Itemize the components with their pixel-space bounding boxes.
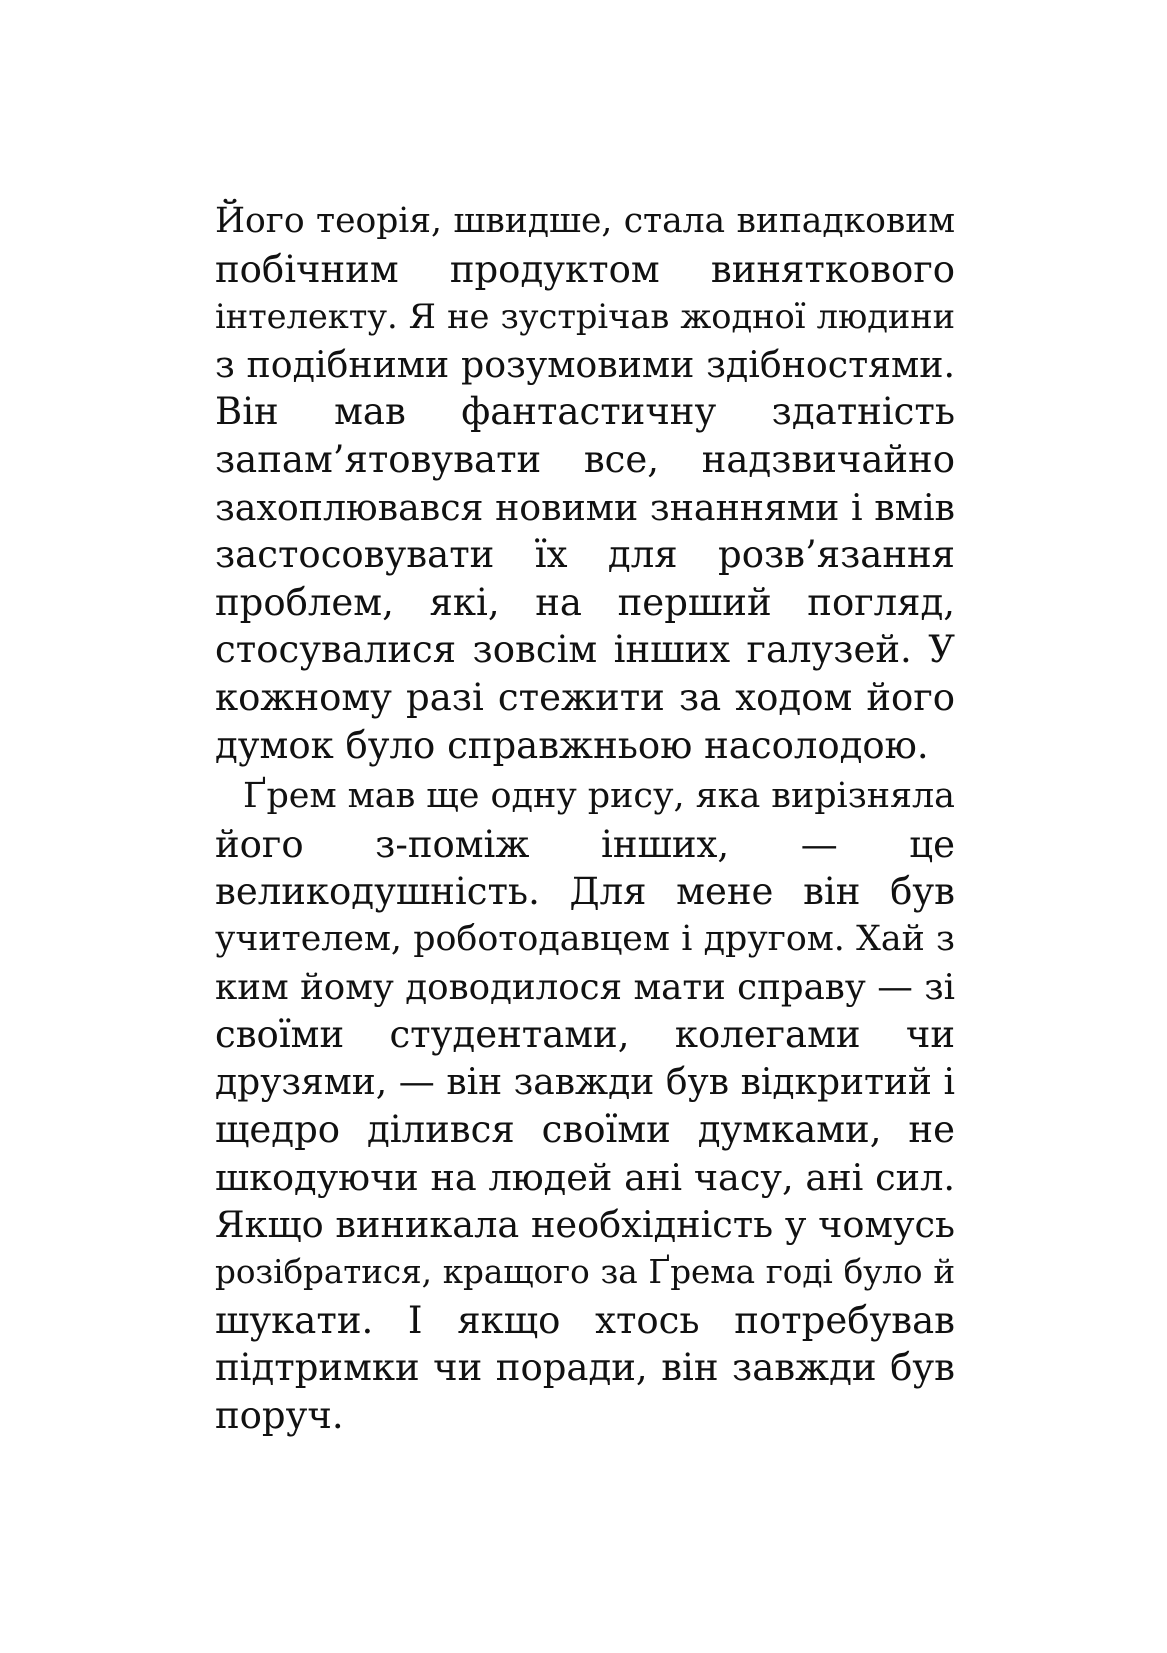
text-line: з подібними розумовими здібностями. bbox=[215, 342, 955, 386]
text-line: застосовувати їх для розв’язання bbox=[215, 533, 955, 577]
text-line: запам’ятовувати все, надзвичайно bbox=[215, 437, 955, 481]
text-line: друзями, — він завжди був відкритий і bbox=[215, 1061, 955, 1103]
body-text bbox=[215, 198, 955, 1439]
text-line: кожному разі стежити за ходом його bbox=[215, 675, 955, 719]
text-line: його з-поміж інших, — це bbox=[215, 822, 955, 866]
text-line: проблем, які, на перший погляд, bbox=[215, 580, 955, 624]
text-line: поруч. bbox=[215, 1393, 344, 1437]
paragraph-2 bbox=[215, 773, 955, 1439]
text-line: Якщо виникала необхідність у чомусь bbox=[215, 1203, 955, 1247]
text-line: розібратися, кращого за Ґрема годі було й bbox=[215, 1253, 955, 1292]
text-line: шукати. І якщо хтось потребував bbox=[215, 1298, 955, 1342]
text-line: думок було справжньою насолодою. bbox=[215, 723, 929, 767]
text-line: стосувалися зовсім інших галузей. У bbox=[215, 628, 955, 672]
text-line: захоплювався новими знаннями і вмів bbox=[215, 485, 955, 529]
text-line: інтелекту. Я не зустрічав жодної людини bbox=[215, 297, 955, 337]
paragraph-1 bbox=[215, 198, 955, 769]
text-line: Його теорія, швидше, стала випадковим bbox=[215, 201, 955, 241]
text-line: побічним продуктом виняткового bbox=[215, 247, 955, 291]
text-line: ким йому доводилося мати справу — зі bbox=[215, 966, 955, 1008]
text-line: щедро ділився своїми думками, не bbox=[215, 1108, 955, 1152]
text-line: підтримки чи поради, він завжди був bbox=[215, 1346, 955, 1390]
text-line: Ґрем мав ще одну рису, яка вирізняла bbox=[243, 776, 955, 817]
text-line: шкодуючи на людей ані часу, ані сил. bbox=[215, 1155, 955, 1199]
text-line: учителем, роботодавцем і другом. Хай з bbox=[215, 918, 955, 959]
text-line: своїми студентами, колегами чи bbox=[215, 1013, 955, 1057]
text-line: великодушність. Для мене він був bbox=[215, 870, 955, 914]
text-line: Він мав фантастичну здатність bbox=[215, 390, 955, 434]
